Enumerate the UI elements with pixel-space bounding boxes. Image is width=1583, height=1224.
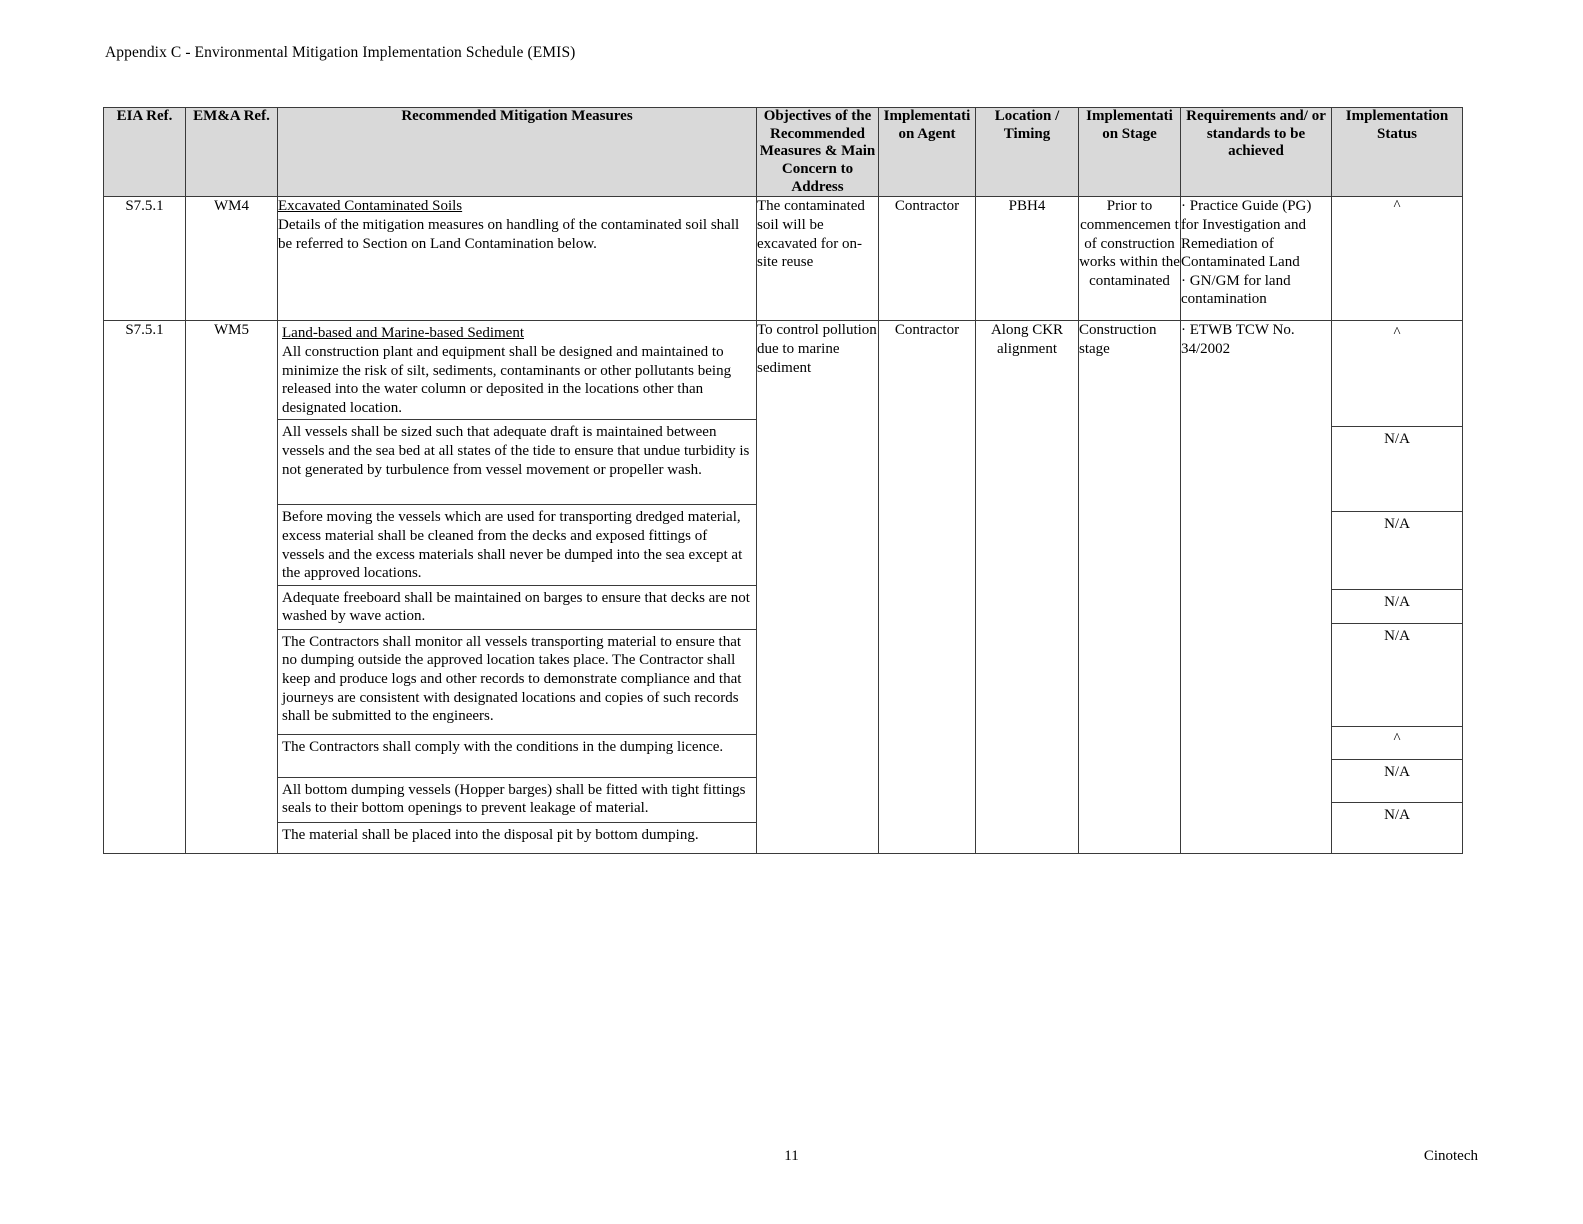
sub-row [278, 822, 756, 853]
status-badge: N/A [1332, 759, 1462, 802]
cell-implementation-stage: Construction stage [1079, 321, 1181, 854]
cell-implementation-stage: Prior to commencemen t of construction works within the contaminated [1079, 197, 1181, 321]
column-header-implementation-stage: Implementati on Stage [1079, 108, 1181, 197]
table-header-row [104, 108, 1463, 197]
cell-emea-ref: WM5 [186, 321, 278, 854]
sub-row [1332, 759, 1462, 802]
table-row [104, 321, 1463, 854]
footer-brand: Cinotech [1423, 1148, 1478, 1164]
table-row [104, 197, 1463, 321]
cell-objectives: To control pollution due to marine sediment [757, 321, 879, 854]
column-header-eia-ref: EIA Ref. [104, 108, 186, 197]
sub-row [1332, 726, 1462, 759]
sub-row [278, 777, 756, 822]
cell-implementation-status: ^ [1332, 197, 1463, 321]
cell-emea-ref: WM4 [186, 197, 278, 321]
document-header-text: Appendix C - Environmental Mitigation Implementation Schedule (EMIS) [105, 44, 576, 61]
cell-implementation-agent: Contractor [879, 197, 976, 321]
column-header-requirements-standards: Requirements and/ or standards to be achieved [1181, 108, 1332, 197]
cell-requirements-standards: · ETWB TCW No. 34/2002 [1181, 321, 1332, 854]
mitigation-measure-subtable [278, 321, 756, 853]
sub-cell-measure: Adequate freeboard shall be maintained on barges to ensure that decks are not washed by wave action. [278, 585, 756, 629]
sub-cell-measure: All vessels shall be sized such that adequate draft is maintained between vessels and the sea bed at all states of the tide to ensure that undue turbidity is not generated by turbulence from vessel movement or propeller wash. [278, 420, 756, 505]
emis-table [103, 107, 1463, 854]
cell-eia-ref: S7.5.1 [104, 321, 186, 854]
cell-location-timing: PBH4 [976, 197, 1079, 321]
sub-cell-measure: The material shall be placed into the disposal pit by bottom dumping. [278, 822, 756, 853]
sub-cell-measure: All bottom dumping vessels (Hopper barges) shall be fitted with tight fittings seals to their bottom openings to prevent leakage of material. [278, 777, 756, 822]
measure-body: Details of the mitigation measures on handling of the contaminated soil shall be referred to Section on Land Contamination below. [278, 217, 740, 252]
cell-mitigation-measure-group [278, 321, 757, 854]
sub-row [1332, 802, 1462, 833]
sub-row [1332, 511, 1462, 589]
sub-row [1332, 589, 1462, 623]
cell-implementation-agent: Contractor [879, 321, 976, 854]
cell-mitigation-measure [278, 197, 757, 321]
cell-implementation-status-group [1332, 321, 1463, 854]
requirement-item: · Practice Guide (PG) for Investigation and Remediation of Contaminated Land [1181, 198, 1312, 271]
sub-row [1332, 426, 1462, 511]
column-header-recommended-mitigation-measures: Recommended Mitigation Measures [278, 108, 757, 197]
status-badge: ^ [1332, 726, 1462, 759]
cell-eia-ref: S7.5.1 [104, 197, 186, 321]
implementation-status-subtable [1332, 321, 1462, 833]
sub-row [278, 321, 756, 419]
emis-table-container [103, 107, 1462, 854]
status-badge: ^ [1393, 325, 1401, 342]
column-header-objectives: Objectives of the Recommended Measures & Main Concern to Address [757, 108, 879, 197]
footer-page-number: 11 [784, 1148, 799, 1164]
cell-requirements-standards [1181, 197, 1332, 321]
sub-row [278, 585, 756, 629]
sub-cell-measure [278, 321, 756, 419]
sub-row [1332, 321, 1462, 426]
sub-row [278, 420, 756, 505]
sub-row [278, 505, 756, 585]
column-header-emea-ref: EM&A Ref. [186, 108, 278, 197]
sub-row [278, 629, 756, 734]
column-header-implementation-status: Implementation Status [1332, 108, 1463, 197]
status-badge: N/A [1332, 802, 1462, 833]
sub-row [1332, 623, 1462, 726]
sub-cell-measure: The Contractors shall monitor all vessels transporting material to ensure that no dumping outside the approved location takes place. The Contractor shall keep and produce logs and other records to demonstrate compliance and that journeys are consistent with designated locations and copies of such records shall be submitted to the engineers. [278, 629, 756, 734]
cell-objectives: The contaminated soil will be excavated for on-site reuse [757, 197, 879, 321]
status-badge: N/A [1332, 623, 1462, 726]
measure-body: All construction plant and equipment shall be designed and maintained to minimize the risk of silt, sediments, contaminants or other pollutants being released into the water column or deposited in the locations other than designated location. [282, 344, 732, 416]
status-badge: N/A [1332, 589, 1462, 623]
measure-title: Excavated Contaminated Soils [278, 198, 463, 215]
sub-cell-measure: Before moving the vessels which are used for transporting dredged material, excess material shall be cleaned from the decks and exposed fittings of vessels and the excess materials shall never be dumped into the sea except at the approved locations. [278, 505, 756, 585]
status-badge: N/A [1332, 426, 1462, 511]
cell-location-timing: Along CKR alignment [976, 321, 1079, 854]
column-header-implementation-agent: Implementati on Agent [879, 108, 976, 197]
sub-cell-measure: The Contractors shall comply with the conditions in the dumping licence. [278, 734, 756, 777]
requirement-item: · GN/GM for land contamination [1181, 272, 1291, 308]
column-header-location-timing: Location / Timing [976, 108, 1079, 197]
measure-title: Land-based and Marine-based Sediment [282, 325, 524, 342]
sub-row [278, 734, 756, 777]
status-badge: N/A [1332, 511, 1462, 589]
